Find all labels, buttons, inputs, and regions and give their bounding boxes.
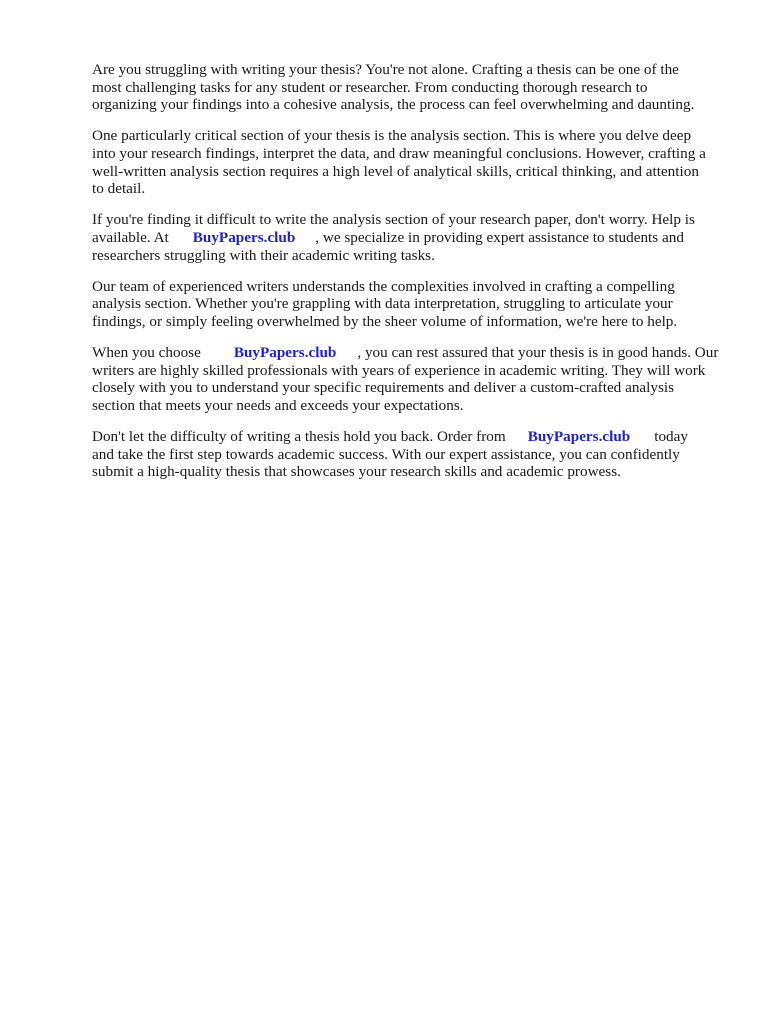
text-line: into your research findings, interpret the data, and draw meaningful conclusions. However, crafting a [92, 144, 706, 162]
text-line: Are you struggling with writing your thesis? You're not alone. Crafting a thesis can be one of the [92, 61, 679, 78]
text-line: writers are highly skilled professionals with years of experience in academic writing. They will work [92, 361, 706, 379]
text-line: well-written analysis section requires a high level of analytical skills, critical thinking, and attention [92, 162, 699, 180]
text-line: most challenging tasks for any student or researcher. From conducting thorough research to [92, 78, 648, 96]
paragraph-help-available [92, 211, 732, 264]
text-fragment: , you can rest assured that your thesis is in good hands. Our [357, 344, 719, 362]
text-line: and take the first step towards academic success. With our expert assistance, you can confidently [92, 445, 680, 463]
text-line: section that meets your needs and exceeds your expectations. [92, 396, 464, 414]
text-line: findings, or simply feeling overwhelmed by the sheer volume of information, we're here to help. [92, 312, 678, 330]
text-line: to detail. [92, 180, 146, 198]
text-fragment: Don't let the difficulty of writing a thesis hold you back. Order from [92, 428, 506, 446]
text-line: organizing your findings into a cohesive analysis, the process can feel overwhelming and daunting. [92, 96, 695, 114]
buypapers-link[interactable]: BuyPapers.club [233, 344, 337, 362]
text-fragment: , we specialize in providing expert assistance to students and [315, 228, 684, 246]
paragraph-analysis-section [92, 127, 732, 197]
buypapers-link[interactable]: BuyPapers.club [192, 228, 296, 246]
text-line: If you're finding it difficult to write the analysis section of your research paper, don't worry. Help is [92, 211, 695, 229]
document-page [92, 61, 732, 494]
text-line [92, 229, 732, 247]
text-line: closely with you to understand your specific requirements and deliver a custom-crafted analysis [92, 379, 675, 397]
text-line: Our team of experienced writers understands the complexities involved in crafting a compelling [92, 277, 675, 295]
buypapers-link[interactable]: BuyPapers.club [527, 428, 631, 446]
text-line: analysis section. Whether you're grappling with data interpretation, struggling to articulate your [92, 295, 673, 313]
paragraph-team [92, 278, 732, 331]
paragraph-intro [92, 61, 732, 114]
text-line [92, 344, 732, 362]
paragraph-order [92, 428, 732, 481]
text-fragment: available. At [92, 228, 169, 246]
text-fragment: today [654, 428, 688, 446]
text-line [92, 428, 732, 446]
text-line: researchers struggling with their academic writing tasks. [92, 246, 435, 264]
paragraph-choose [92, 344, 732, 414]
text-line: One particularly critical section of your thesis is the analysis section. This is where you delve deep [92, 127, 692, 145]
text-line: submit a high-quality thesis that showcases your research skills and academic prowess. [92, 463, 621, 481]
text-fragment: When you choose [92, 344, 201, 362]
